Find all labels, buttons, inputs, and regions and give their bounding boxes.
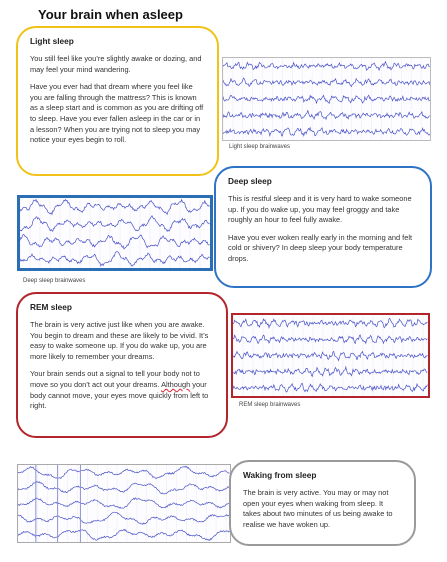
brainwave-trace (223, 62, 430, 71)
light-sleep-brainwave-image (222, 57, 431, 141)
page-title: Your brain when asleep (38, 7, 183, 22)
brainwave-trace (233, 318, 427, 327)
brainwave-trace (18, 512, 230, 524)
light-sleep-waves (223, 58, 430, 140)
deep-sleep-brainwave-image (17, 195, 213, 271)
deep-sleep-waves (20, 198, 210, 268)
waking-paragraph-1: The brain is very active. You may or may not open your eyes when waking from sleep. It takes about two minutes of us being awake to realise we have woken up. (243, 488, 393, 529)
light-sleep-paragraph-1: You still feel like you’re slightly awake or dozing, and may feel your mind wandering. (30, 54, 202, 74)
brainwave-trace (18, 466, 230, 478)
brainwave-trace (18, 498, 230, 509)
waking-card (229, 460, 416, 546)
brainwave-trace (223, 95, 430, 103)
brainwave-trace (233, 383, 427, 392)
brainwave-trace (20, 252, 210, 267)
brainwave-trace (233, 352, 427, 361)
waking-heading: Waking from sleep (243, 470, 317, 480)
deep-sleep-caption: Deep sleep brainwaves (23, 278, 86, 284)
deep-sleep-paragraph-2: Have you ever woken really early in the morning and felt cold or shivery? In deep sleep your body temperature drops. (228, 232, 413, 263)
brainwave-trace (18, 481, 230, 494)
rem-sleep-caption: REM sleep brainwaves (239, 402, 301, 408)
deep-sleep-card (214, 166, 432, 288)
brainwave-trace (223, 111, 430, 120)
brainwave-trace (20, 216, 210, 232)
rem-sleep-heading: REM sleep (30, 302, 72, 312)
brainwave-trace (223, 78, 430, 86)
deep-sleep-heading: Deep sleep (228, 176, 272, 186)
brainwave-trace (18, 529, 230, 540)
deep-sleep-paragraph-1: This is restful sleep and it is very hard to wake someone up. If you do wake up, you may feel groggy and take roughly an hour to feel fully awake. (228, 194, 412, 225)
light-sleep-paragraph-2: Have you ever had that dream where you feel like you are falling through the mattress? This is known as a sleep start and is common as you are drifting off to sleep. Have you ever fallen asleep in the car or in a lesson? When you are trying not to sleep you may notice your eyes begin to roll. (30, 82, 204, 145)
rem-sleep-brainwave-image (231, 313, 430, 398)
light-sleep-card (16, 26, 219, 176)
brainwave-trace (233, 367, 427, 376)
brainwave-trace (20, 235, 210, 250)
rem-sleep-paragraph-2 (30, 369, 214, 411)
waking-waves (18, 465, 230, 542)
rem-sleep-paragraph-2-part-2: your body cannot move, your eyes move quickly from left to right. (30, 379, 209, 411)
rem-sleep-paragraph-1: The brain is very active just like when you are awake. You begin to dream and these are likely to be vivid. It’s easy to wake someone up. If you do wake up, you are more likely to remember your dreams. (30, 320, 209, 361)
light-sleep-caption: Light sleep brainwaves (229, 144, 291, 150)
rem-sleep-card (16, 292, 228, 438)
rem-sleep-waves (233, 315, 428, 396)
rem-sleep-spellcheck-word: Although (161, 379, 191, 389)
waking-brainwave-image (17, 464, 231, 543)
rem-sleep-paragraph-2-part-1: Your brain sends out a signal to tell your body not to move so you don’t act out your dreams. (30, 369, 200, 389)
light-sleep-heading: Light sleep (30, 36, 74, 46)
brainwave-trace (233, 335, 427, 343)
brainwave-trace (223, 128, 430, 136)
brainwave-trace (20, 200, 210, 215)
